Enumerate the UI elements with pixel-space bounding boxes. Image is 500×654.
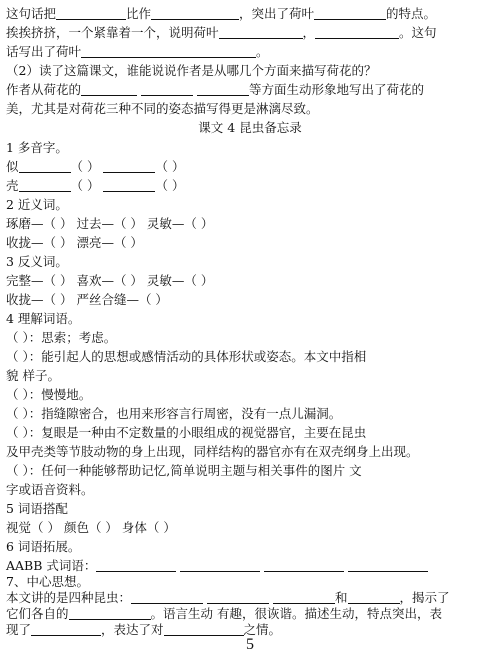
answer-blank[interactable]: [273, 591, 335, 604]
text-line: AABB 式词语：: [6, 558, 428, 574]
text-line: （ ）：任何一种能够帮助记忆,简单说明主题与相关事件的图片 文: [6, 463, 362, 478]
text-line: 貌 样子。: [6, 368, 60, 383]
text-line: （ ）：慢慢地。: [6, 387, 92, 402]
text-line: （ ）：复眼是一种由不定数量的小眼组成的视觉器官，主要在昆虫: [6, 425, 367, 440]
answer-blank[interactable]: [197, 83, 249, 96]
answer-blank[interactable]: [180, 559, 260, 572]
answer-blank[interactable]: [81, 83, 137, 96]
section-heading: 3 反义词。: [6, 254, 68, 269]
text-line: 现了 ，表达了对 之情。: [6, 622, 282, 637]
answer-blank[interactable]: [103, 160, 155, 173]
answer-blank[interactable]: [19, 179, 71, 192]
answer-blank[interactable]: [96, 559, 176, 572]
section-heading: 5 词语搭配: [6, 501, 68, 516]
text-line: （ ）：指缝隙密合，也用来形容言行周密，没有一点儿漏洞。: [6, 406, 342, 421]
text-line: 收拢—（ ） 漂亮—（ ）: [6, 235, 143, 250]
section-heading: 6 词语拓展。: [6, 539, 81, 554]
answer-blank[interactable]: [19, 160, 71, 173]
text-line: 它们各自的 。语言生动 有趣，很诙谐。描述生动，特点突出，表: [6, 606, 442, 621]
page-number: 5: [246, 636, 254, 653]
section-heading: 2 近义词。: [6, 197, 68, 212]
text-line: 本文讲的是四种昆虫： 和 ，揭示了: [6, 590, 450, 605]
section-heading: 7、中心思想。: [6, 574, 89, 589]
answer-blank[interactable]: [151, 7, 239, 20]
text-line: 话写出了荷叶 。: [6, 44, 269, 59]
section-heading: 1 多音字。: [6, 140, 68, 155]
answer-blank[interactable]: [103, 179, 155, 192]
text-line: 琢磨—（ ） 过去—（ ） 灵敏—（ ）: [6, 216, 214, 231]
lesson-title: 课文 4 昆虫备忘录: [198, 120, 302, 135]
text-line: 字或语音资料。: [6, 482, 94, 497]
answer-blank[interactable]: [31, 623, 101, 636]
answer-blank[interactable]: [56, 7, 126, 20]
question-2: （2）读了这篇课文，谁能说说作者是从哪几个方面来描写荷花的？: [6, 63, 377, 78]
text-line: 收拢—（ ） 严丝合缝—（ ）: [6, 292, 168, 307]
answer-blank[interactable]: [348, 591, 400, 604]
section-heading: 4 理解词语。: [6, 311, 81, 326]
polyphone-row: 壳 （ ） （ ）: [6, 178, 185, 193]
answer-blank[interactable]: [81, 45, 256, 58]
text-line: （ ）：能引起人的思想或感情活动的具体形状或姿态。本文中指相: [6, 349, 367, 364]
answer-blank[interactable]: [315, 26, 399, 39]
answer-blank[interactable]: [219, 26, 303, 39]
text-line: 这句话把 比作 ，突出了荷叶 的特点。: [6, 6, 437, 21]
text-line: 作者从荷花的 等方面生动形象地写出了荷花的: [6, 82, 424, 97]
answer-blank[interactable]: [141, 83, 193, 96]
text-line: 美，尤其是对荷花三种不同的姿态描写得更是淋漓尽致。: [6, 101, 319, 116]
answer-blank[interactable]: [207, 591, 269, 604]
text-line: （ ）：思索；考虑。: [6, 330, 117, 345]
answer-blank[interactable]: [314, 7, 386, 20]
answer-blank[interactable]: [69, 607, 151, 620]
answer-blank[interactable]: [131, 591, 203, 604]
text-line: 挨挨挤挤，一个紧靠着一个，说明荷叶 ， 。这句: [6, 25, 437, 40]
answer-blank[interactable]: [264, 559, 344, 572]
text-line: 视觉（ ） 颜色（ ） 身体（ ）: [6, 520, 176, 535]
answer-blank[interactable]: [164, 623, 244, 636]
text-line: 完整—（ ） 喜欢—（ ） 灵敏—（ ）: [6, 273, 214, 288]
text-line: 及甲壳类等节肢动物的身上出现，同样结构的器官亦有在双壳纲身上出现。: [6, 444, 419, 459]
answer-blank[interactable]: [348, 559, 428, 572]
polyphone-row: 似 （ ） （ ）: [6, 159, 185, 174]
